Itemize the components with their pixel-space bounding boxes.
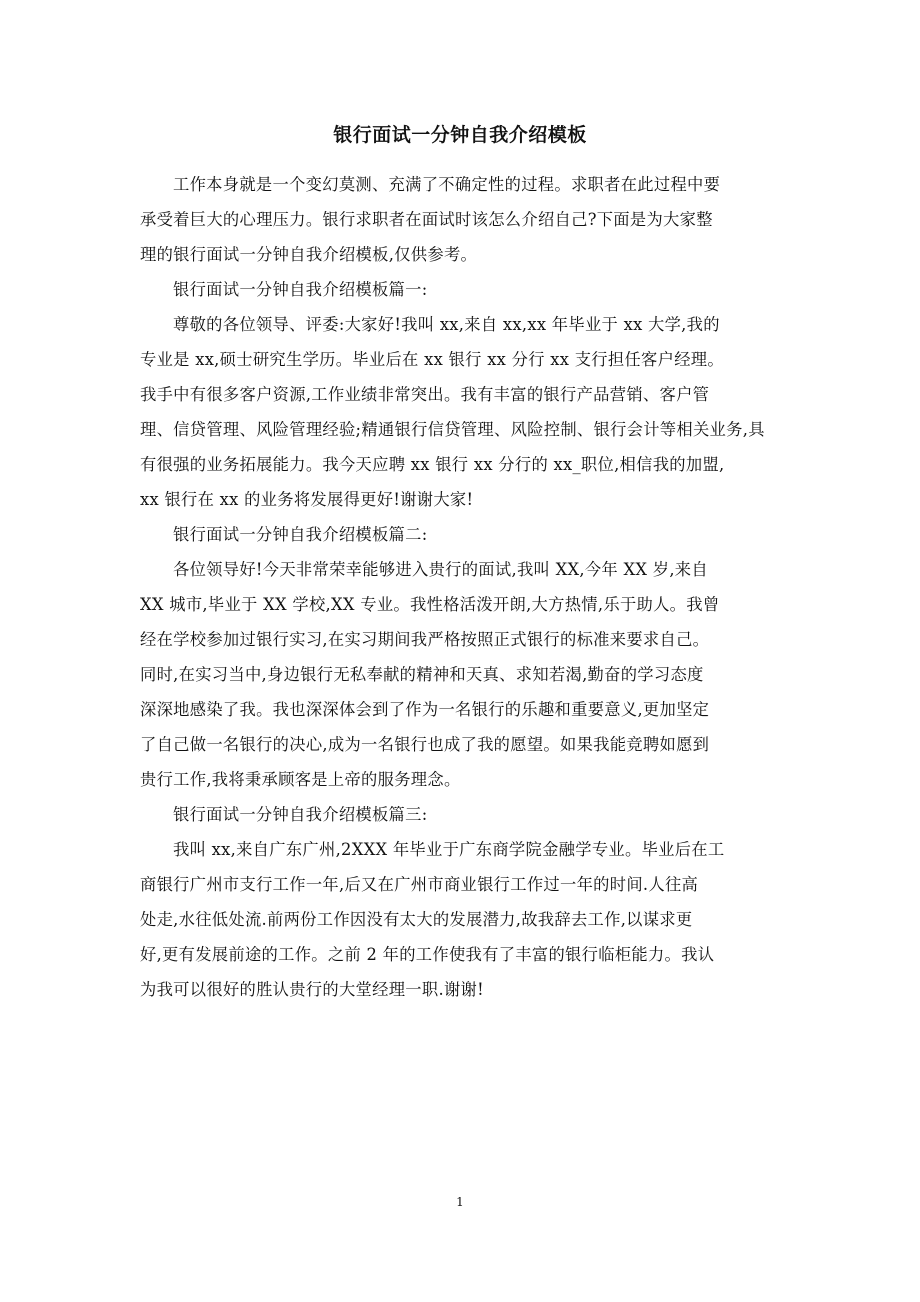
- paragraph-line: XX 城市,毕业于 XX 学校,XX 专业。我性格活泼开朗,大方热情,乐于助人。我曾: [140, 595, 720, 614]
- paragraph-line: 深深地感染了我。我也深深体会到了作为一名银行的乐趣和重要意义,更加坚定: [140, 700, 710, 719]
- paragraph-line: 工作本身就是一个变幻莫测、充满了不确定性的过程。求职者在此过程中要: [173, 175, 721, 194]
- paragraph-line: 贵行工作,我将秉承顾客是上帝的服务理念。: [140, 770, 461, 789]
- paragraph-line: 处走,水往低处流.前两份工作因没有太大的发展潜力,故我辞去工作,以谋求更: [140, 910, 693, 929]
- paragraph-line: 为我可以很好的胜认贵行的大堂经理一职.谢谢!: [140, 980, 484, 999]
- paragraph-line: xx 银行在 xx 的业务将发展得更好!谢谢大家!: [140, 490, 474, 509]
- document-body: [140, 167, 805, 1007]
- paragraph-line: 理的银行面试一分钟自我介绍模板,仅供参考。: [140, 245, 478, 264]
- paragraph-line: 承受着巨大的心理压力。银行求职者在面试时该怎么介绍自己?下面是为大家整: [140, 210, 713, 229]
- document-title: 银行面试一分钟自我介绍模板: [333, 124, 587, 146]
- paragraph-line: 商银行广州市支行工作一年,后又在广州市商业银行工作过一年的时间.人往高: [140, 875, 699, 894]
- section-heading-1: 银行面试一分钟自我介绍模板篇一:: [173, 280, 428, 299]
- paragraph-line: 好,更有发展前途的工作。之前 2 年的工作使我有了丰富的银行临柜能力。我认: [140, 945, 715, 964]
- paragraph-line: 尊敬的各位领导、评委:大家好!我叫 xx,来自 xx,xx 年毕业于 xx 大学,我的: [173, 315, 720, 334]
- paragraph-line: 同时,在实习当中,身边银行无私奉献的精神和天真、求知若渴,勤奋的学习态度: [140, 665, 704, 684]
- paragraph-line: 专业是 xx,硕士研究生学历。毕业后在 xx 银行 xx 分行 xx 支行担任客户经理。: [140, 350, 724, 369]
- paragraph-line: 理、信贷管理、风险管理经验;精通银行信贷管理、风险控制、银行会计等相关业务,具: [140, 420, 765, 439]
- paragraph-line: 我叫 xx,来自广东广州,2XXX 年毕业于广东商学院金融学专业。毕业后在工: [173, 840, 725, 859]
- paragraph-line: 我手中有很多客户资源,工作业绩非常突出。我有丰富的银行产品营销、客户管: [140, 385, 710, 404]
- paragraph-line: 经在学校参加过银行实习,在实习期间我严格按照正式银行的标准来要求自己。: [140, 630, 710, 649]
- section-heading-3: 银行面试一分钟自我介绍模板篇三:: [173, 805, 428, 824]
- section-heading-2: 银行面试一分钟自我介绍模板篇二:: [173, 525, 428, 544]
- paragraph-line: 各位领导好!今天非常荣幸能够进入贵行的面试,我叫 XX,今年 XX 岁,来自: [173, 560, 708, 579]
- paragraph-line: 了自己做一名银行的决心,成为一名银行也成了我的愿望。如果我能竞聘如愿到: [140, 735, 710, 754]
- page-number: 1: [456, 1195, 464, 1209]
- paragraph-line: 有很强的业务拓展能力。我今天应聘 xx 银行 xx 分行的 xx_职位,相信我的加盟,: [140, 455, 725, 474]
